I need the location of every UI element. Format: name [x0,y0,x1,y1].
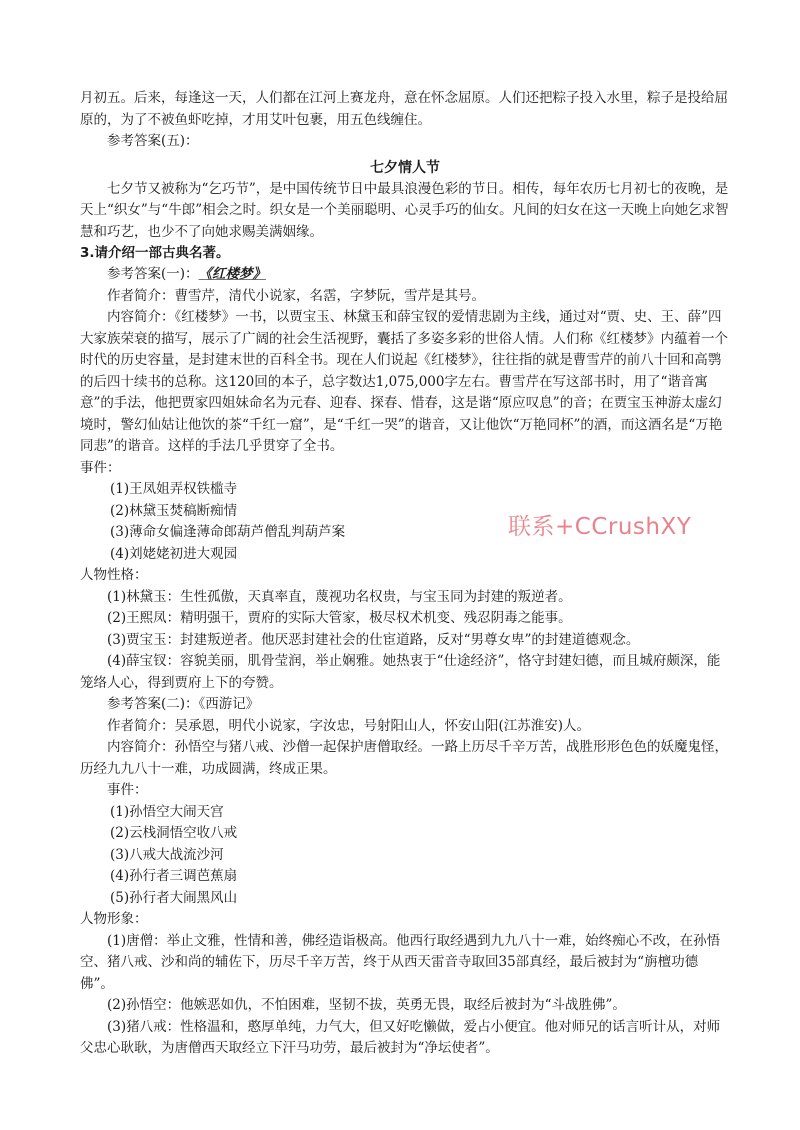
xyj-event-item: (5)孙行者大闹黑风山 [110,889,238,906]
xyj-event-item: (1)孙悟空大闹天宫 [110,803,224,820]
hlm-author: 作者简介：曹雪芹，清代小说家，名霑，字梦阮，雪芹是其号。 [107,287,485,304]
hlm-event-item: (1)王凤姐弄权铁槛寺 [110,481,238,497]
qixi-body: 七夕节又被称为“乞巧节”，是中国传统节日中最具浪漫色彩的节日。相传，每年农历七月初七的夜晚，是天上“织女”与“牛郎”相会之时。织女是一个美丽聪明、心灵手巧的仙女。凡间的妇女在这一天晚上向她乞求智慧和巧艺，也少不了向她求赐美满姻缘。 [80,180,729,240]
hlm-book-title: 《红楼梦》 [198,266,267,282]
xyj-character-item: (3)猪八戒：性格温和，憨厚单纯，力气大，但又好吃懒做，爱占小便宜。他对师兄的话言听计从，对师父忠心耿耿，为唐僧西天取经立下汗马功劳，最后被封为“净坛使者”。 [80,1018,721,1056]
xyj-answer-label: 参考答案(二)：《西游记》 [107,696,260,712]
hlm-content: 内容简介：《红楼梦》一书，以贾宝玉、林黛玉和薛宝钗的爱情悲剧为主线，通过对“贾、史、王、薛”四大家族荣衰的描写，展示了广阔的社会生活视野，囊括了多姿多彩的世俗人情。人们称《红楼梦》内蕴着一个时代的历史容量，是封建末世的百科全书。现在人们说起《红楼梦》，往往指的就是曹雪芹的前八十回和高鹗的后四十续书的总称。这120回的本子，总字数达1,075,000字左右。曹雪芹在写这部书时，用了“谐音寓意”的手法，他把贾家四姐妹命名为元春、迎春、探春、惜春，这是谐“原应叹息”的音；在贾宝玉神游太虚幻境时，警幻仙姑让他饮的茶“千红一窟”，是“千红一哭”的谐音，又让他饮“万艳同杯”的酒，而这酒名是“万艳同悲”的谐音。这样的手法几乎贯穿了全书。 [80,309,728,454]
xyj-event-item: (4)孙行者三调芭蕉扇 [110,868,238,884]
hlm-character-item: (3)贾宝玉：封建叛逆者。他厌恶封建社会的仕宦道路，反对“男尊女卑”的封建道德观念。 [107,631,640,648]
hlm-answer-prefix: 参考答案(一)： [107,266,199,282]
answer5-label: 参考答案(五)： [107,133,199,149]
xyj-author: 作者简介：吴承恩，明代小说家，字汝忠，号射阳山人，怀安山阳(江苏淮安)人。 [107,717,591,734]
hlm-event-item: (3)薄命女偏逢薄命郎葫芦僧乱判葫芦案 [110,524,346,540]
hlm-event-item: (4)刘姥姥初进大观园 [110,545,238,562]
hlm-character-item: (1)林黛玉：生性孤傲，天真率直，蔑视功名权贵，与宝玉同为封建的叛逆者。 [107,588,572,605]
qixi-title: 七夕情人节 [370,159,440,176]
xyj-events-label: 事件： [107,782,148,798]
question-3: 3.请介绍一部古典名著。 [80,245,230,261]
hlm-event-item: (2)林黛玉焚稿断痴情 [110,502,238,519]
xyj-character-item: (2)孙悟空：他嫉恶如仇，不怕困难，坚韧不拔，英勇无畏，取经后被封为“斗战胜佛”。 [107,997,626,1013]
xyj-event-item: (2)云栈洞悟空收八戒 [110,825,238,841]
xyj-characters-label: 人物形象： [80,911,148,927]
hlm-characters-label: 人物性格： [80,567,148,583]
hlm-character-item: (2)王熙凤：精明强干，贾府的实际大管家，极尽权术机变、残忍阴毒之能事。 [107,610,572,626]
hlm-character-item: (4)薛宝钗：容貌美丽，肌骨莹润，举止娴雅。她热衷于“仕途经济”，恪守封建妇德，而且城府颇深，能笼络人心，得到贾府上下的夸赞。 [80,653,721,691]
hlm-events-label: 事件： [80,459,121,476]
intro-paragraph: 月初五。后来，每逢这一天，人们都在江河上赛龙舟，意在怀念屈原。人们还把粽子投入水里，粽子是投给屈原的，为了不被鱼虾吃掉，才用艾叶包裹，用五色线缠住。 [80,90,728,128]
xyj-content: 内容简介：孙悟空与猪八戒、沙僧一起保护唐僧取经。一路上历尽千辛万苦，战胜形形色色的妖魔鬼怪，历经九九八十一难，功成圆满，终成正果。 [80,739,728,777]
xyj-event-item: (3)八戒大战流沙河 [110,846,224,863]
hlm-answer-label [80,264,730,286]
xyj-character-item: (1)唐僧：举止文雅，性情和善，佛经造诣极高。他西行取经遇到九九八十一难，始终痴心不改，在孙悟空、猪八戒、沙和尚的辅佐下，历尽千辛万苦，终于从西天雷音寺取回35部真经，最后被封为“旃檀功德佛”。 [80,932,721,992]
document-page [80,88,730,1060]
watermark-text: 联系+CCrushXY [508,514,692,540]
